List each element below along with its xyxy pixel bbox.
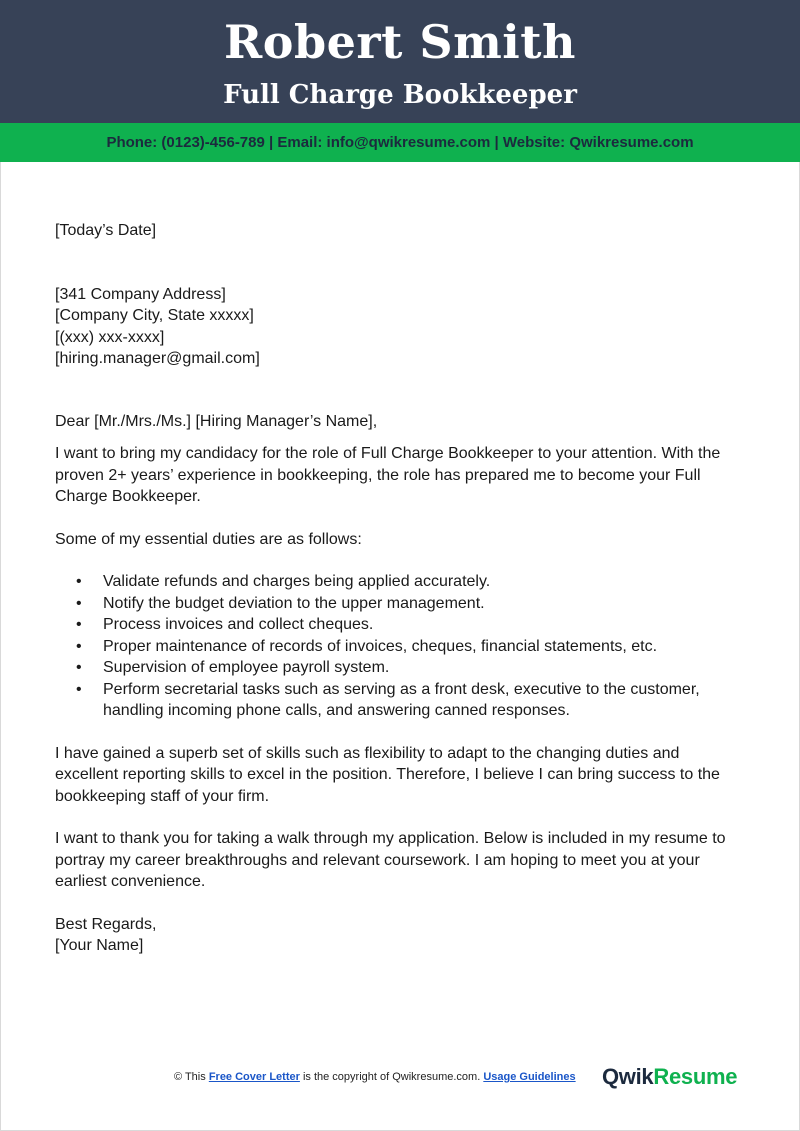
intro-paragraph: I want to bring my candidacy for the role of Full Charge Bookkeeper to your attention. With the proven 2+ years’ experience in bookkeeping, the role has prepared me to become your Full Charge Bookkeeper. [55, 445, 721, 505]
applicant-name: Robert Smith [224, 15, 576, 69]
bullet-icon: • [76, 616, 82, 633]
recipient-address [55, 284, 745, 370]
salutation: Dear [Mr./Mrs./Ms.] [Hiring Manager’s Name], [55, 412, 378, 430]
skills-paragraph: I have gained a superb set of skills such as flexibility to adapt to the changing duties and excellent reporting skills to excel in the position. Therefore, I believe I can bring success to the bookkeeping staff of your firm. [55, 744, 720, 805]
usage-guidelines-link[interactable]: Usage Guidelines [483, 1071, 576, 1083]
list-item [55, 614, 745, 636]
closing: Best Regards, [55, 915, 157, 933]
qwikresume-logo [602, 1064, 737, 1090]
duties-list [55, 571, 745, 722]
free-cover-letter-link[interactable]: Free Cover Letter [208, 1071, 300, 1083]
bullet-icon: • [76, 637, 82, 655]
copyright-notice [174, 1070, 576, 1084]
list-item [55, 679, 745, 722]
bullet-icon: • [76, 573, 82, 590]
resume-header [0, 0, 800, 123]
logo-part-resume: Resume [653, 1064, 738, 1089]
footer [0, 1064, 800, 1094]
list-item [55, 657, 745, 679]
list-item [55, 571, 745, 593]
duty-text: Notify the budget deviation to the upper management. [103, 594, 485, 612]
letter-body [55, 220, 745, 957]
bullet-icon: • [76, 680, 82, 698]
duty-text: Process invoices and collect cheques. [103, 616, 374, 633]
address-line: [(xxx) xxx-xxxx] [55, 328, 165, 346]
duty-text: Proper maintenance of records of invoices, cheques, financial statements, etc. [103, 637, 658, 655]
bullet-icon: • [76, 594, 82, 612]
list-item [55, 593, 745, 615]
bullet-icon: • [76, 659, 82, 676]
signature: [Your Name] [55, 937, 144, 954]
letter-date: [Today’s Date] [55, 222, 157, 239]
duty-text: Validate refunds and charges being applied accurately. [103, 573, 491, 590]
address-line: [Company City, State xxxxx] [55, 307, 254, 324]
address-line: [341 Company Address] [55, 285, 226, 303]
copyright-prefix: © This [174, 1071, 209, 1083]
duties-intro: Some of my essential duties are as follows: [55, 530, 362, 548]
duty-text: Perform secretarial tasks such as serving as a front desk, executive to the customer, handling incoming phone calls, and answering canned responses. [103, 680, 700, 719]
thanks-paragraph: I want to thank you for taking a walk through my application. Below is included in my resume to portray my career breakthroughs and relevant coursework. I am hoping to meet you at your earliest convenience. [55, 830, 726, 890]
copyright-middle: is the copyright of Qwikresume.com. [299, 1071, 484, 1083]
contact-bar: Phone: (0123)-456-789 | Email: info@qwikresume.com | Website: Qwikresume.com [0, 123, 800, 162]
list-item [55, 636, 745, 658]
duty-text: Supervision of employee payroll system. [103, 659, 390, 676]
job-title: Full Charge Bookkeeper [223, 80, 577, 110]
address-line: [hiring.manager@gmail.com] [55, 350, 260, 367]
logo-part-qwik: Qwik [602, 1064, 654, 1089]
